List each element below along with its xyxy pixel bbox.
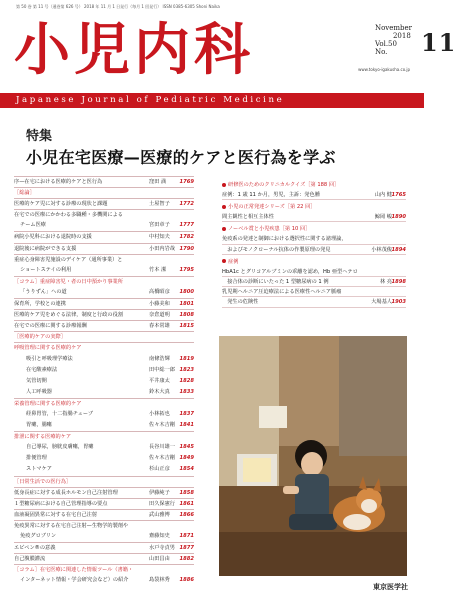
toc-page: 1861: [179, 500, 194, 507]
toc-author: 武山雅博: [149, 511, 170, 518]
toc-row: [14, 376, 194, 387]
toc-page: 1808: [179, 312, 194, 319]
toc-page: 1790: [179, 245, 194, 252]
toc-author: 平井康太: [149, 377, 170, 384]
toc-title: 気管切開: [26, 377, 47, 384]
toc-page: 1871: [179, 533, 194, 539]
series-item-page: 1894: [391, 246, 406, 253]
issue-year: 2018: [392, 32, 411, 40]
series-item: [222, 234, 406, 244]
toc-author: 杉山正彦: [149, 466, 170, 473]
bullet-icon: [222, 205, 226, 209]
toc-title: ショートステイの利用: [20, 266, 72, 273]
series-item-title: およびモノクローナル抗体の作製原理の発見: [222, 246, 331, 253]
series-heading: [222, 203, 406, 212]
toc-row: [14, 531, 194, 542]
toc-page: 1819: [179, 355, 194, 362]
toc-row: [14, 387, 194, 398]
issue-box: [374, 24, 456, 57]
toc-title: 病院小児科における退院時の支援: [14, 234, 92, 241]
toc-row: [14, 342, 194, 353]
toc-row: [14, 564, 194, 575]
toc-author: 小林拓也: [149, 410, 170, 417]
toc-author: 南條浩輝: [149, 355, 170, 362]
series-item: [222, 245, 406, 255]
toc-title: 保育所，学校との連携: [14, 301, 66, 308]
toc-row: [14, 354, 194, 365]
toc-row: [14, 287, 194, 298]
series-group: [222, 258, 406, 308]
series-heading-text: 小児の正常発達シリーズ［第 22 回］: [228, 204, 316, 211]
toc-author: 高橋昭彦: [149, 288, 170, 295]
series-item-page: 1890: [391, 214, 406, 221]
toc-list: [14, 176, 194, 586]
series-item: [222, 190, 406, 200]
cover-photo: [219, 336, 407, 576]
bullet-icon: [222, 259, 226, 263]
toc-page: 1854: [179, 466, 194, 473]
toc-page: 1886: [179, 577, 194, 584]
toc-row: [14, 365, 194, 376]
toc-row: [14, 542, 194, 553]
toc-page: 1877: [179, 545, 194, 552]
toc-page: 1769: [179, 179, 194, 185]
toc-title: 低身長症に対する成長ホルモン自己注射管理: [14, 489, 118, 496]
issue-no-label: No.: [374, 48, 388, 56]
toc-title: 自己腹膜灌流: [14, 556, 46, 563]
child-with-dog-illustration: [219, 336, 407, 576]
toc-page: 1849: [179, 455, 194, 462]
publisher-url: www.tokyo-igakusha.co.jp: [358, 67, 410, 72]
toc-author: 田中総一郎: [149, 366, 175, 373]
toc-title: 重症心身障害児施設のデイケア（通所事業）と: [14, 256, 123, 263]
toc-title: 医療的ケア児に対する診療の現状と課題: [14, 201, 108, 208]
series-item-author: 大場基人: [371, 299, 392, 306]
magazine-title: 小児内科: [14, 17, 254, 83]
toc-row: [14, 464, 194, 475]
series-group: [222, 225, 406, 254]
series-item-author: 鯨岡 峻: [374, 214, 392, 221]
toc-title: 在宅での医療に関する診療報酬: [14, 323, 87, 330]
toc-page: 1841: [179, 422, 194, 429]
toc-row: [14, 320, 194, 331]
toc-author: 伊藤純子: [149, 489, 170, 496]
toc-page: 1782: [179, 234, 194, 241]
bullet-icon: [222, 227, 226, 231]
series-group: [222, 181, 406, 200]
toc-author: 田久保憲行: [149, 500, 175, 507]
toc-title: ［コラム］在宅医療に関連した情報ツール（書籍・: [14, 567, 134, 574]
toc-author: 鈴木大真: [149, 388, 170, 395]
series-item: [222, 297, 406, 307]
toc-title: チーム医療: [20, 222, 46, 229]
toc-author: 佐々木吉剛: [149, 422, 175, 429]
toc-author: 佐々木吉剛: [149, 455, 175, 462]
toc-row: [14, 509, 194, 520]
toc-author: 水戸寺貞男: [149, 545, 175, 552]
toc-page: 1858: [179, 489, 194, 496]
series-heading-text: 症例: [228, 258, 239, 265]
toc-page: 1845: [179, 444, 194, 451]
toc-title: ［日常生活での医行為］: [14, 478, 72, 485]
toc-row: [14, 442, 194, 453]
toc-title: 排泄に関する医療的ケア: [14, 434, 72, 441]
series-heading: [222, 258, 406, 267]
toc-row: [14, 476, 194, 487]
series-item: [222, 277, 406, 287]
toc-title: 退院後に病院ができる支援: [14, 245, 77, 252]
toc-title: 免疫グロブリン: [20, 533, 57, 539]
toc-title: ストマケア: [26, 466, 52, 473]
toc-page: 1823: [179, 366, 194, 373]
series-list: [222, 181, 406, 311]
series-item-page: 1898: [391, 278, 406, 285]
toc-row: [14, 220, 194, 231]
toc-row: [14, 520, 194, 531]
toc-title: １型糖尿病における自己管理指導の要点: [14, 500, 108, 507]
toc-row: [14, 331, 194, 342]
toc-row: [14, 453, 194, 464]
toc-page: 1801: [179, 301, 194, 308]
toc-page: 1882: [179, 556, 194, 563]
toc-title: ［医療的ケアの実際］: [14, 334, 66, 341]
toc-page: 1828: [179, 377, 194, 384]
toc-title: 在宅での医療にかかわる多職種・多機関による: [14, 212, 123, 219]
toc-row: [14, 187, 194, 198]
toc-author: 竹本 潔: [149, 266, 167, 273]
series-item-page: 1903: [391, 299, 406, 306]
toc-page: 1777: [179, 222, 194, 229]
toc-row: [14, 420, 194, 431]
toc-author: 宮田章子: [149, 222, 170, 229]
issue-info-line: 第 50 巻 第 11 号（通巻第 626 号） 2018 年 11 月 1 日発行（毎月 1 回発行） ISSN 0385-6305 Shoni Naika: [16, 4, 220, 9]
issue-volume: Vol.50: [374, 40, 397, 48]
toc-page: 1837: [179, 410, 194, 417]
toc-row: [14, 254, 194, 265]
toc-row: [14, 498, 194, 509]
toc-title: 「うりずん」への道: [20, 288, 67, 295]
toc-page: 1795: [179, 266, 194, 273]
toc-title: 在宅酸素療法: [26, 366, 58, 373]
series-item-author: 山内 健: [374, 192, 392, 198]
toc-page: 1800: [179, 288, 194, 295]
series-group: [222, 203, 406, 222]
series-item-title: 間主観性と相互主体性: [222, 214, 274, 221]
toc-author: 小藤美和: [149, 301, 170, 308]
series-item-page: 1765: [391, 192, 406, 198]
special-feature-title: 小児在宅医療—医療的ケアと医行為を学ぶ: [26, 148, 336, 167]
toc-author: 窪田 満: [149, 179, 167, 185]
publisher-name: 東京医学社: [373, 583, 408, 591]
toc-page: 1833: [179, 388, 194, 395]
toc-author: 長谷川雄一: [149, 444, 175, 451]
series-heading-text: 研修医のためのクリニカルクイズ［第 188 回］: [228, 182, 340, 188]
toc-row: [14, 553, 194, 564]
toc-row: [14, 398, 194, 409]
series-item-title: 症例：1 歳 11 か月，男児，主訴：発色腫: [222, 192, 320, 198]
series-item-author: 林 亮: [379, 278, 392, 285]
series-item-author: 小林茂俊: [371, 246, 392, 253]
toc-row: [14, 209, 194, 220]
toc-page: 1815: [179, 323, 194, 330]
toc-author: 春本常雄: [149, 323, 170, 330]
toc-author: 小田内岩哉: [149, 245, 175, 252]
series-item-title: 免疫系の発達と制御における選択性に関する諸理論，: [222, 236, 347, 243]
toc-title: 免疫異常に対する在宅自己注射—生物学的製剤や: [14, 522, 129, 529]
toc-row: [14, 431, 194, 442]
toc-title: 吸引と呼吸理学療法: [26, 355, 73, 362]
toc-title: 経鼻胃管，十二指腸チューブ: [26, 410, 94, 417]
toc-title: エピペン®の意義: [14, 545, 56, 552]
special-feature-label: 特集: [26, 129, 53, 144]
series-heading: [222, 225, 406, 234]
toc-row: [14, 309, 194, 320]
toc-row: [14, 575, 194, 586]
toc-row: [14, 243, 194, 254]
toc-row: [14, 198, 194, 209]
toc-row: [14, 231, 194, 242]
toc-author: 土屋智子: [149, 201, 170, 208]
toc-author: 奈倉道明: [149, 312, 170, 319]
toc-author: 齋藤知史: [149, 533, 170, 539]
toc-title: 排便管理: [26, 455, 47, 462]
toc-title: インターネット情報・学会研究会など）の紹介: [20, 577, 129, 584]
toc-title: 医療的ケア児をめぐる法律，制度と行政の役割: [14, 312, 123, 319]
toc-title: ［総論］: [14, 190, 35, 197]
series-item-title: HbA1c とグリコアルブミンの乖離を認め，Hb 亜型ヘテロ: [222, 268, 358, 275]
toc-title: 自己導尿，膀胱皮膚瘻，胃瘻: [26, 444, 94, 451]
toc-title: ［コラム］重症障害児・者の日中預かり事業所: [14, 278, 123, 285]
series-item-title: 乳児期ヘルニア圧迫療法による医療性ヘルニア脈瘤: [222, 289, 342, 296]
issue-month: November: [374, 24, 412, 32]
series-item: [222, 212, 406, 222]
toc-title: 血液凝固異常に対する在宅自己注射: [14, 511, 98, 518]
toc-row: [14, 487, 194, 498]
toc-row: [14, 276, 194, 287]
toc-page: 1772: [179, 201, 194, 208]
bullet-icon: [222, 183, 226, 187]
series-item: [222, 267, 406, 277]
toc-row: [14, 265, 194, 276]
toc-row: [14, 298, 194, 309]
series-heading-text: ノーベル賞と小児疾患［第 10 回］: [228, 226, 311, 233]
toc-title: 人工呼吸器: [26, 388, 52, 395]
series-item: [222, 287, 406, 297]
toc-author: 中村知夫: [149, 234, 170, 241]
series-heading: [222, 181, 406, 190]
series-item-title: 発生の危険性: [222, 299, 259, 306]
toc-page: 1866: [179, 511, 194, 518]
toc-author: 山田昌由: [149, 556, 170, 563]
toc-title: 胃瘻，腸瘻: [26, 422, 52, 429]
issue-number: 11: [420, 28, 456, 57]
toc-row: [14, 409, 194, 420]
english-subtitle-bar: Japanese Journal of Pediatric Medicine: [0, 93, 424, 108]
toc-author: 島袋林秀: [149, 577, 170, 584]
toc-row: [14, 176, 194, 187]
toc-title: 序—在宅における医療的ケアと医行為: [14, 179, 103, 185]
toc-title: 呼吸管理に関する医療的ケア: [14, 345, 82, 352]
series-item-title: 接合体の診断にいたった 1 型糖尿病の 1 例: [222, 278, 329, 285]
toc-title: 栄養管理に関する医療的ケア: [14, 400, 82, 407]
